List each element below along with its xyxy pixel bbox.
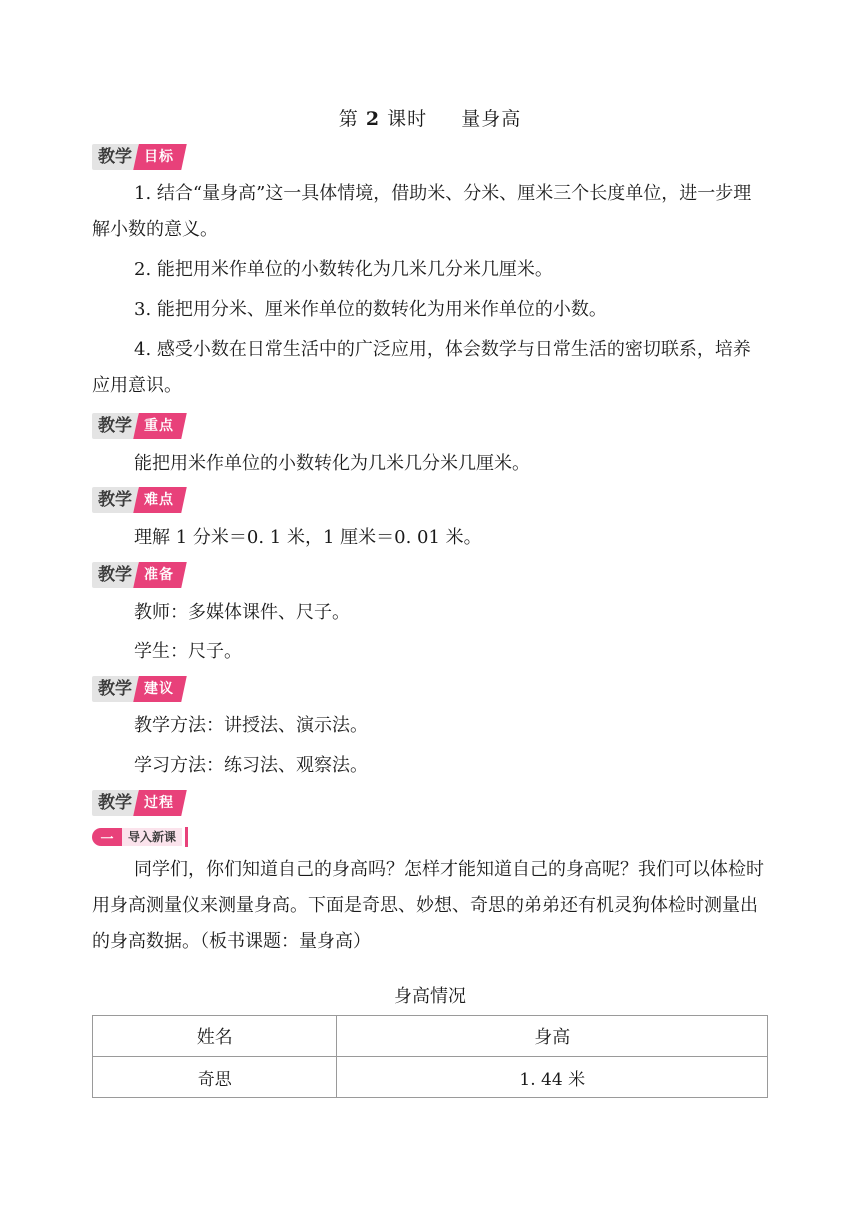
badge-tag: 教学	[92, 562, 138, 588]
badge-label: 准备	[144, 567, 174, 583]
subsection-intro-badge	[92, 826, 188, 848]
table-title: 身高情况	[394, 986, 466, 1007]
badge-label: 重点	[144, 418, 174, 434]
lesson-suffix: 课时	[387, 108, 428, 130]
prep-student: 学生：尺子。	[134, 641, 242, 662]
section-badge-difficulty	[92, 485, 184, 515]
lesson-title	[0, 104, 860, 131]
goal-item-1: 1. 结合“量身高”这一具体情境，借助米、分米、厘米三个长度单位，进一步理解小数的意义。	[92, 183, 752, 240]
table-row	[93, 1057, 768, 1098]
section-badge-key	[92, 411, 184, 441]
subsection-label: 导入新课	[122, 828, 182, 846]
section-badge-prep	[92, 560, 184, 590]
lesson-prefix: 第	[338, 108, 359, 130]
badge-tag: 教学	[92, 790, 138, 816]
lesson-number: 2	[365, 108, 381, 130]
cell-name: 奇思	[93, 1057, 337, 1098]
table-header-row	[93, 1016, 768, 1057]
section-badge-advice	[92, 674, 184, 704]
badge-tag: 教学	[92, 487, 138, 513]
table-header-height: 身高	[337, 1016, 768, 1057]
intro-paragraph: 同学们，你们知道自己的身高吗？怎样才能知道自己的身高呢？我们可以体检时用身高测量仪来测量身高。下面是奇思、妙想、奇思的弟弟还有机灵狗体检时测量出的身高数据。（板书课题：量身高）	[92, 859, 764, 952]
badge-label: 建议	[144, 681, 174, 697]
difficulty-text: 理解 1 分米＝0. 1 米，1 厘米＝0. 01 米。	[134, 527, 482, 548]
cell-height: 1. 44 米	[337, 1057, 768, 1098]
key-point-text: 能把用米作单位的小数转化为几米几分米几厘米。	[134, 453, 530, 474]
advice-teaching: 教学方法：讲授法、演示法。	[134, 715, 368, 736]
section-badge-process	[92, 788, 184, 818]
goal-item-4: 4. 感受小数在日常生活中的广泛应用，体会数学与日常生活的密切联系，培养应用意识。	[92, 339, 751, 396]
goal-item-3: 3. 能把用分米、厘米作单位的数转化为用米作单位的小数。	[134, 299, 607, 320]
table-header-name: 姓名	[93, 1016, 337, 1057]
prep-teacher: 教师：多媒体课件、尺子。	[134, 602, 350, 623]
badge-label: 难点	[144, 492, 174, 508]
badge-label: 过程	[144, 795, 174, 811]
subsection-number: 一	[92, 828, 122, 846]
badge-tag: 教学	[92, 676, 138, 702]
badge-label: 目标	[144, 149, 174, 165]
badge-tag: 教学	[92, 413, 138, 439]
goal-item-2: 2. 能把用米作单位的小数转化为几米几分米几厘米。	[134, 259, 553, 280]
advice-learning: 学习方法：练习法、观察法。	[134, 755, 368, 776]
badge-tag: 教学	[92, 144, 138, 170]
lesson-name: 量身高	[461, 108, 522, 130]
section-badge-goals	[92, 142, 184, 172]
heights-table	[92, 1015, 768, 1098]
